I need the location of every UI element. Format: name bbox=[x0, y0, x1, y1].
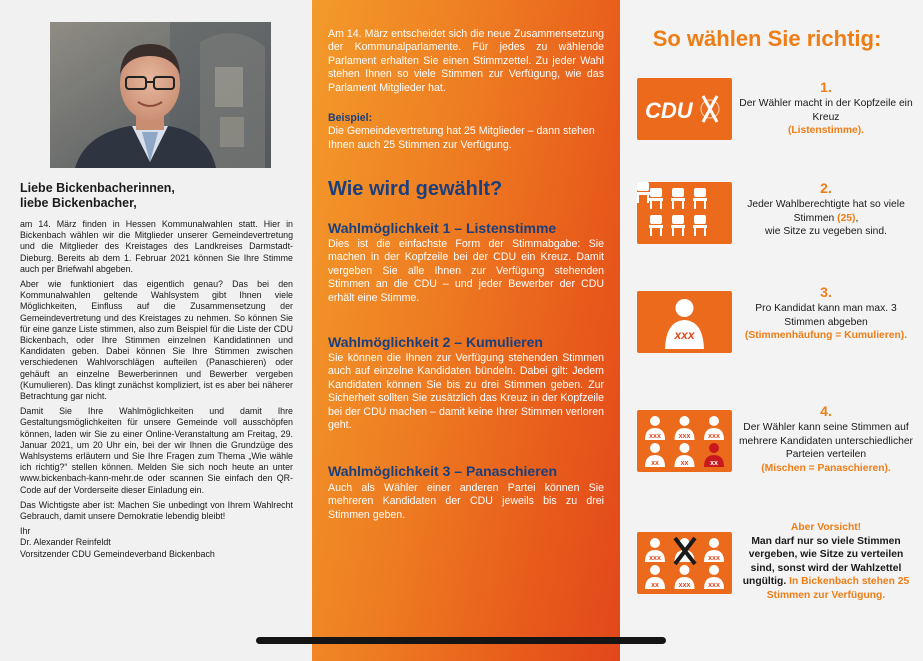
svg-text:xx: xx bbox=[651, 582, 659, 589]
warning-highlight: In Bickenbach stehen 25 Stimmen zur Verfügung. bbox=[766, 576, 910, 601]
candidate-three-votes-icon bbox=[637, 291, 732, 353]
step-4-text: 4. Der Wähler kann seine Stimmen auf mehrere Kandidaten unterschiedlicher Parteien verteilen (Mischen = Panaschieren). bbox=[736, 403, 916, 475]
step-3-text: 3. Pro Kandidat kann man max. 3 Stimmen abgeben (Stimmenhäufung = Kumulieren). bbox=[736, 284, 916, 343]
step-1-highlight: (Listenstimme). bbox=[787, 125, 865, 136]
greeting-line-1: Liebe Bickenbacherinnen, bbox=[20, 181, 175, 195]
greeting bbox=[20, 181, 300, 211]
svg-text:xxx: xxx bbox=[678, 433, 691, 440]
signature-name: Dr. Alexander Reinfeldt bbox=[20, 537, 111, 548]
warning-title: Aber Vorsicht! bbox=[790, 522, 862, 533]
example-label: Beispiel: bbox=[328, 112, 373, 124]
chairs-icon bbox=[637, 182, 732, 244]
mixed-candidates-icon bbox=[637, 410, 732, 472]
option-3-title: Wahlmöglichkeit 3 – Panaschieren bbox=[328, 463, 558, 479]
cdu-logo-cross-icon bbox=[637, 78, 732, 140]
greeting-line-2: liebe Bickenbacher, bbox=[20, 196, 137, 210]
warning-body: Man darf nur so viele Stimmen vergeben, wie Sitze zu verteilen sind, sonst wird der Wahlzettel ungültig. bbox=[742, 535, 904, 587]
option-3-text: Auch als Wähler einer anderen Partei können Sie mehreren Kandidaten der CDU jeweils bis zu drei Stimmen geben. bbox=[328, 482, 604, 521]
svg-text:xxx: xxx bbox=[708, 433, 720, 440]
invalid-ballot-icon bbox=[637, 532, 732, 594]
section-heading: Wie wird gewählt? bbox=[328, 178, 503, 200]
warning-image bbox=[637, 532, 732, 594]
letter-paragraph: am 14. März finden in Hessen Kommunalwahlen statt. Hier in Bickenbach wählen wir die Mitglieder unserer Gemeindevertretung und die Mitglieder des Kreistages des Landkreises Darmstadt-Dieburg. Bereits ab dem 1. Februar 2021 können Sie Ihre Stimme auch per Briefwahl abgeben. bbox=[20, 219, 293, 274]
portrait-photo bbox=[50, 22, 271, 168]
svg-text:xx: xx bbox=[710, 460, 718, 467]
middle-column bbox=[312, 0, 620, 661]
svg-text:xxx: xxx bbox=[678, 582, 691, 589]
option-1-text: Dies ist die einfachste Form der Stimmabgabe: Sie machen in der Kopfzeile bei der CDU ein Kreuz. Damit vergeben Sie alle Ihnen zur Verfügung stehenden Stimmen an die CDU – und jeder Bewerber der CDU erhält eine Stimme. bbox=[328, 238, 604, 304]
step-4-highlight: (Mischen = Panaschieren). bbox=[761, 462, 891, 474]
step-4-image bbox=[637, 410, 732, 472]
step-4-number: 4. bbox=[820, 403, 832, 419]
cdu-logo-text: CDU bbox=[645, 98, 693, 123]
letter-body bbox=[20, 219, 293, 560]
step-2-text: 2. Jeder Wahlberechtigte hat so viele Stimmen (25), wie Sitze zu vegeben sind. bbox=[736, 180, 916, 239]
option-2-text: Sie können die Ihnen zur Verfügung stehenden Stimmen auch auf einzelne Kandidaten bündeln. Dabei gilt: Jedem Kandidaten können Sie bis zu drei Stimmen geben. Zur Sicherheit sollten Sie zusätzlich das Kreuz in der Kopfzeile bei der CDU machen – damit keine Ihrer Stimmen verloren geht. bbox=[328, 352, 604, 432]
letter-paragraph: Aber wie funktioniert das eigentlich genau? Das bei den Kommunalwahlen geltende Wahlsystem gibt Ihnen viele Möglichkeiten, Einfluss auf die Zusammensetzung der Gemeindevertretung und des Kreistages zu nehmen. So können Sie für eine ganze Liste stimmen, also zum Beispiel für die Liste der CDU Bickenbach, oder Ihre Stimmen einzelnen Kandidatinnen und Kandidaten geben. Dabei können Sie Ihre Stimmen zwischen verschiedenen Wahlvorschlägen aufteilen (Panaschieren) oder gehäuft an einzelne Bewerberinnen und Bewerber vergeben (Kumulieren). Das klingt zunächst kompliziert, ist es aber bei näherer Betrachtung gar nicht. bbox=[20, 279, 293, 402]
step-2-number: 2. bbox=[820, 180, 832, 196]
example-block bbox=[328, 112, 604, 152]
svg-text:xxx: xxx bbox=[649, 555, 661, 562]
step-1-text: 1. Der Wähler macht in der Kopfzeile ein Kreuz (Listenstimme). bbox=[736, 79, 916, 138]
letter-paragraph: Damit Sie Ihre Wahlmöglichkeiten und damit Ihre Gestaltungsmöglichkeiten für unsere Gemeinde voll ausschöpfen können, laden wir Sie zu einer Online-Veranstaltung am Freitag, 29. Januar 2021, um 20 Uhr ein, bei der wir Ihnen die Grundzüge des Wahlsystems erläutern und Sie Ihre Fragen zum Thema „Wie wähle ich richtig?“ stellen können. Melden Sie sich noch heute an unter www.bickenbach-kann-mehr.de oder scannen Sie einfach den QR-Code auf der Vorderseite dieser Einladung ein. bbox=[20, 406, 293, 495]
step-2-highlight: (25) bbox=[837, 212, 856, 224]
warning-text bbox=[736, 521, 916, 602]
step-1-image bbox=[637, 78, 732, 140]
svg-text:xxx: xxx bbox=[708, 555, 720, 562]
step-3-image bbox=[637, 291, 732, 353]
step-3-highlight: (Stimmenhäufung = Kumulieren). bbox=[744, 330, 908, 341]
letter-paragraph: Das Wichtigste aber ist: Machen Sie unbedingt von Ihrem Wahlrecht Gebrauch, damit unsere Demokratie lebendig bleibt! bbox=[20, 499, 293, 522]
svg-text:xx: xx bbox=[680, 460, 689, 467]
example-text: Die Gemeindevertretung hat 25 Mitglieder – dann stehen Ihnen auch 25 Stimmen zur Verfügung. bbox=[328, 125, 595, 151]
vote-mark-text: xxx bbox=[674, 328, 695, 342]
intro-text: Am 14. März entscheidet sich die neue Zusammensetzung der Kommunalparlamente. Für jedes zu wählende Parlament erhalten Sie einen Stimmzettel. Zu jeder Wahl stehen Ihnen so viele Stimmen zur Verfügung, wie das Parlament Mitglieder hat. bbox=[328, 28, 604, 94]
step-2-image bbox=[637, 182, 732, 244]
step-3-number: 3. bbox=[820, 284, 832, 300]
svg-text:xxx: xxx bbox=[708, 582, 720, 589]
svg-text:xxx: xxx bbox=[649, 433, 661, 440]
left-column bbox=[0, 0, 312, 661]
right-title: So wählen Sie richtig: bbox=[652, 26, 882, 51]
letter-closing: Ihr bbox=[20, 526, 31, 537]
option-1-title: Wahlmöglichkeit 1 – Listenstimme bbox=[328, 220, 557, 236]
svg-text:xx: xx bbox=[651, 460, 659, 467]
option-2-title: Wahlmöglichkeit 2 – Kumulieren bbox=[328, 334, 543, 350]
right-column bbox=[620, 0, 923, 661]
step-1-number: 1. bbox=[820, 79, 832, 95]
signature-role: Vorsitzender CDU Gemeindeverband Bickenbach bbox=[20, 548, 215, 559]
horizontal-scrollbar[interactable] bbox=[256, 637, 666, 644]
